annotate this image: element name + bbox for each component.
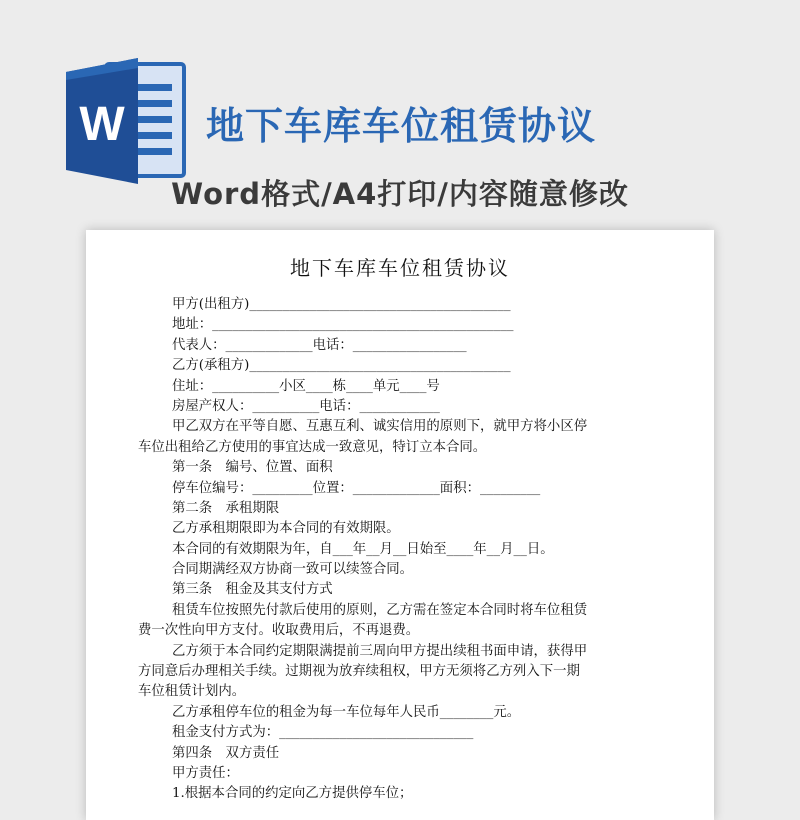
document-line: 代表人：_____________电话：_________________	[172, 337, 467, 353]
document-line: 第三条 租金及其支付方式	[172, 582, 333, 598]
document-line: 住址：__________小区____栋____单元____号	[172, 378, 440, 394]
document-line: 租赁车位按照先付款后使用的原则，乙方需在签定本合同时将车位租赁	[172, 602, 588, 618]
document-line: 车位出租给乙方使用的事宜达成一致意见，特订立本合同。	[138, 439, 487, 455]
document-line: 甲乙双方在平等自愿、互惠互利、诚实信用的原则下，就甲方将小区停	[172, 419, 588, 435]
document-line: 第一条 编号、位置、面积	[172, 460, 333, 476]
document-line: 车位租赁计划内。	[138, 684, 246, 700]
document-line: 乙方承租停车位的租金为每一车位每年人民币________元。	[172, 704, 521, 720]
document-line: 租金支付方式为：_____________________________	[172, 725, 474, 741]
document-line: 甲方责任：	[172, 765, 239, 781]
document-line: 乙方(承租方)_______________________________________	[172, 358, 511, 374]
document-line: 乙方承租期限即为本合同的有效期限。	[172, 521, 400, 537]
word-icon	[66, 58, 188, 184]
document-line: 房屋产权人：__________电话：____________	[172, 398, 440, 414]
document-body	[138, 295, 698, 805]
document-line: 地址：_____________________________________________	[172, 317, 514, 333]
document-line: 本合同的有效期限为年，自___年__月__日始至____年__月__日。	[172, 541, 554, 557]
banner-title: 地下车库车位租赁协议	[206, 104, 597, 148]
document-line: 甲方(出租方)_______________________________________	[172, 297, 511, 312]
word-logo-letter: W	[79, 98, 125, 151]
document-line: 第二条 承租期限	[172, 500, 280, 516]
document-page	[86, 230, 714, 820]
document-line: 停车位编号：_________位置：_____________面积：_________	[172, 480, 541, 496]
document-line: 费一次性向甲方支付。收取费用后，不再退费。	[138, 623, 420, 639]
banner-subtitle: Word格式/A4打印/内容随意修改	[171, 177, 629, 211]
document-line: 合同期满经双方协商一致可以续签合同。	[172, 562, 414, 578]
document-line: 1.根据本合同的约定向乙方提供停车位；	[172, 786, 413, 802]
document-line: 方同意后办理相关手续。过期视为放弃续租权，甲方无须将乙方列入下一期	[138, 664, 580, 680]
document-line: 第四条 双方责任	[172, 745, 280, 761]
document-title: 地下车库车位租赁协议	[290, 256, 510, 280]
document-line: 乙方须于本合同约定期限满提前三周向甲方提出续租书面申请，获得甲	[172, 643, 588, 659]
